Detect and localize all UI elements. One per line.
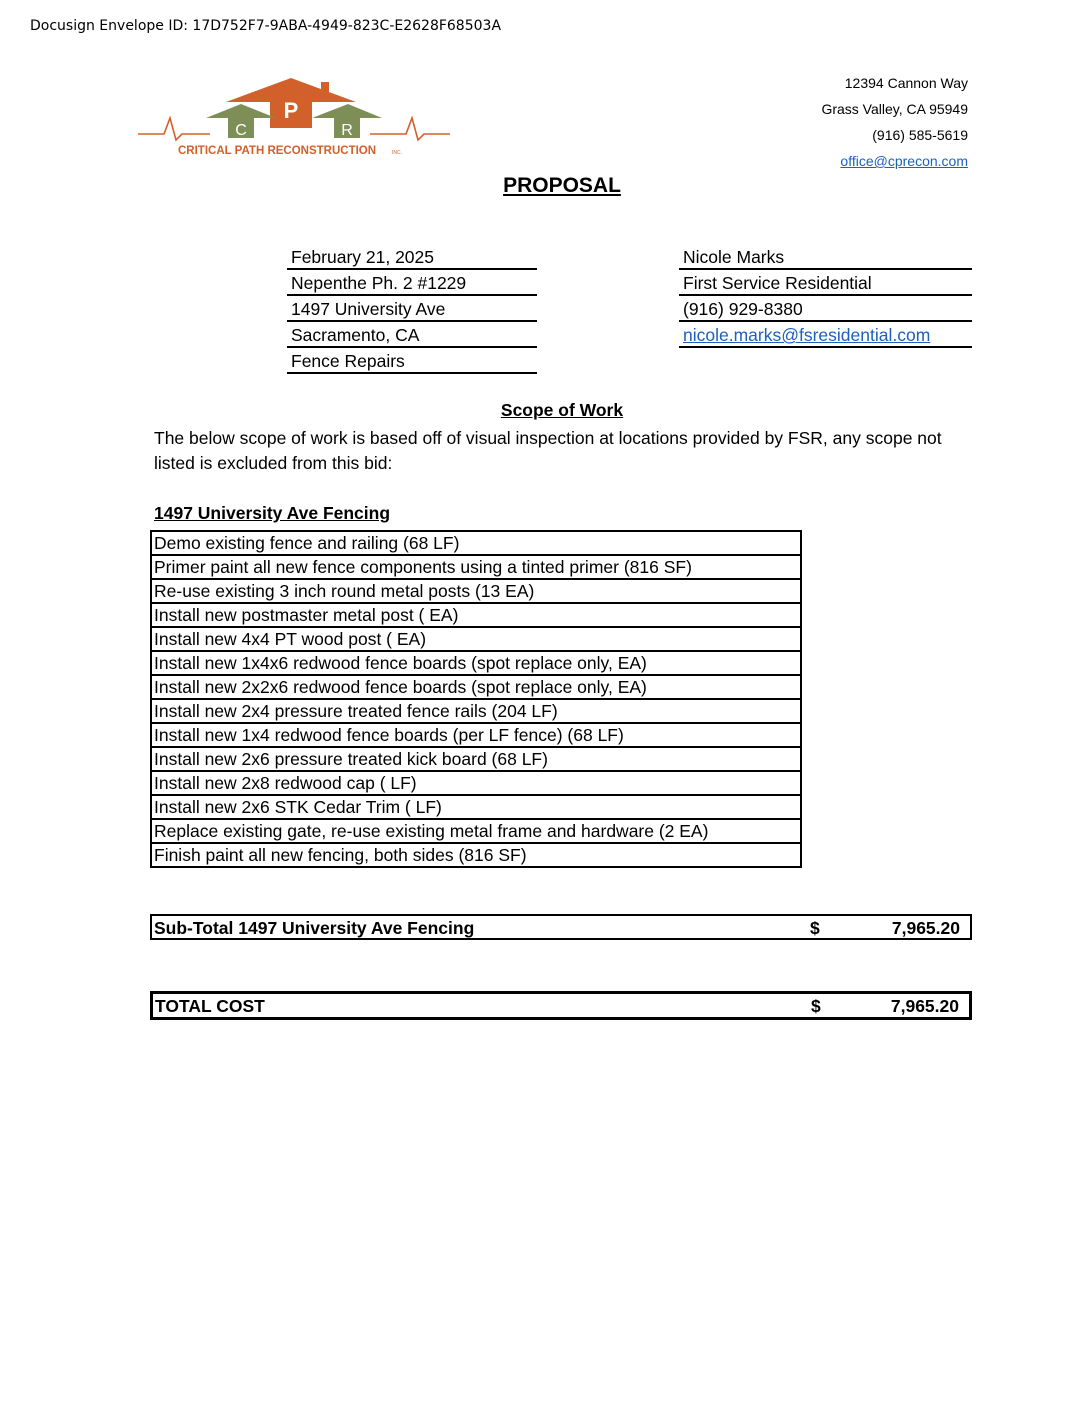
scope-item: Install new 4x4 PT wood post ( EA) [151,627,801,651]
company-address [821,70,968,174]
table-row [151,819,801,843]
table-row [151,843,801,867]
subtotal-row [150,914,972,940]
table-row [151,627,801,651]
address-phone: (916) 585-5619 [872,127,968,143]
company-value: First Service Residential [679,270,972,296]
subtotal-amount: 7,965.20 [891,918,960,938]
table-row [151,699,801,723]
scope-item: Install new 2x4 pressure treated fence rails (204 LF) [151,699,801,723]
total-currency: $ [811,996,821,1016]
scope-item: Re-use existing 3 inch round metal posts (13 EA) [151,579,801,603]
scope-item: Install new 1x4 redwood fence boards (per LF fence) (68 LF) [151,723,801,747]
subtotal-currency: $ [810,918,820,938]
section-title: 1497 University Ave Fencing [154,503,391,523]
scope-item: Install new 2x8 redwood cap ( LF) [151,771,801,795]
scope-items-table [150,530,802,868]
project-value: Nepenthe Ph. 2 #1229 [287,270,537,296]
logo-letter-r: R [341,122,353,139]
property-address-line1: 1497 University Ave [287,296,537,322]
table-row [151,603,801,627]
scope-item: Primer paint all new fence components using a tinted primer (816 SF) [151,555,801,579]
phone-value: (916) 929-8380 [679,296,972,322]
logo-suffix: INC. [392,150,402,156]
table-row [151,795,801,819]
scope-item: Install new postmaster metal post ( EA) [151,603,801,627]
table-row [151,555,801,579]
scope-item: Demo existing fence and railing (68 LF) [151,531,801,555]
scope-item: Install new 2x2x6 redwood fence boards (spot replace only, EA) [151,675,801,699]
total-amount: 7,965.20 [890,996,959,1016]
table-row [151,675,801,699]
total-row [150,991,972,1020]
scope-description: The below scope of work is based off of visual inspection at locations provided by FSR, any scope not listed is excluded from this bid: [154,428,942,473]
email-value [679,322,972,348]
contact-email-link[interactable]: nicole.marks@fsresidential.com [683,325,931,345]
logo-letter-p: P [283,98,299,123]
table-row [151,579,801,603]
date-value: February 21, 2025 [287,244,537,270]
table-row [151,747,801,771]
address-city: Grass Valley, CA 95949 [821,101,968,117]
logo-letter-c: C [235,122,247,139]
subtotal-label: Sub-Total 1497 University Ave Fencing [154,918,475,938]
scope-item: Replace existing gate, re-use existing metal frame and hardware (2 EA) [151,819,801,843]
contact-value: Nicole Marks [679,244,972,270]
table-row [151,723,801,747]
total-label: TOTAL COST [155,996,265,1016]
scope-item: Install new 1x4x6 redwood fence boards (spot replace only, EA) [151,651,801,675]
scope-item: Install new 2x6 pressure treated kick board (68 LF) [151,747,801,771]
scope-item: Finish paint all new fencing, both sides (816 SF) [151,843,801,867]
property-address-line2: Sacramento, CA [287,322,537,348]
scope-title: Scope of Work [500,400,624,420]
subject-value: Fence Repairs [287,348,537,374]
envelope-id: Docusign Envelope ID: 17D752F7-9ABA-4949-823C-E2628F68503A [30,18,502,34]
table-row [151,651,801,675]
company-email-link[interactable]: office@cprecon.com [840,153,968,169]
logo-company-name: CRITICAL PATH RECONSTRUCTION [178,145,377,157]
company-logo [136,74,452,160]
table-row [151,531,801,555]
address-street: 12394 Cannon Way [844,75,968,91]
document-title: PROPOSAL [503,174,621,197]
table-row [151,771,801,795]
scope-item: Install new 2x6 STK Cedar Trim ( LF) [151,795,801,819]
